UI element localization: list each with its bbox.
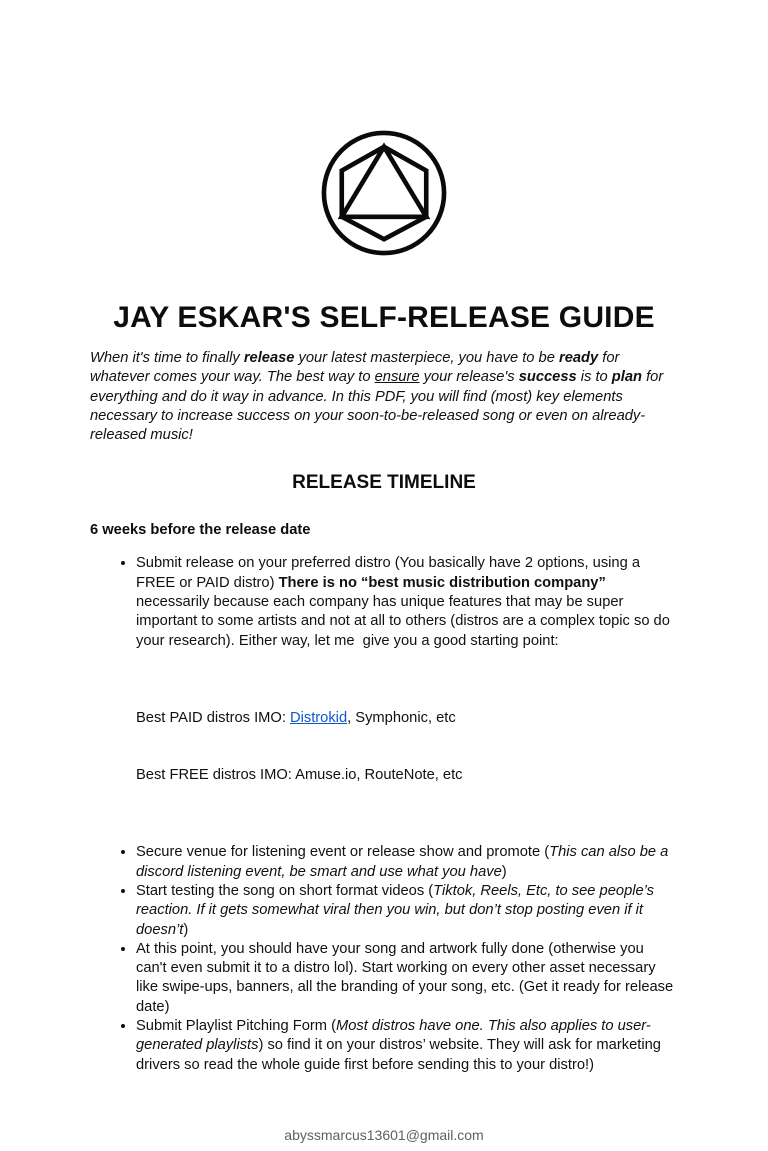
text-span: Submit release on your preferred distro (You basically have 2 options, using a FREE or PAID distro) <box>136 555 645 591</box>
text-span: Submit Playlist Pitching Form ( <box>136 1018 336 1035</box>
distro-line-paid <box>136 709 678 728</box>
text-span: ready <box>558 350 599 366</box>
distro-line-free <box>136 766 678 785</box>
text-span: At this point, you should have your song and artwork fully done (otherwise you can't even submit it to a distro lol). Start working on every other asset necessary like swipe-ups, banners, all the branding of your song, etc. (Get it ready for release date) <box>136 940 678 1015</box>
distro-recommendations <box>136 670 678 824</box>
text-span: necessarily because each company has unique features that may be super important to some artists and not at all to others (distros are a complex topic so do your research). Either way, let me give you a good starting point: <box>136 574 674 649</box>
section-heading-release-timeline: RELEASE TIMELINE <box>292 472 476 494</box>
text-span: your latest masterpiece, you have to be <box>294 350 559 366</box>
document-body <box>0 349 768 1075</box>
text-span: Secure venue for listening event or release show and promote ( <box>136 844 550 861</box>
text-span: for whatever comes your way. The best way to <box>90 350 624 386</box>
text-span: There is no “best music distribution company” <box>278 574 606 591</box>
subheading-6-weeks: 6 weeks before the release date <box>90 522 311 539</box>
text-span: plan <box>611 369 642 386</box>
text-span: for everything and do it way in advance. In this PDF, you will find (most) key elements necessary to increase success on your soon-to-be-released song or even on already-released music! <box>90 369 668 444</box>
text-span: Tiktok, Reels, Etc, to see people’s reaction. If it gets somewhat viral then you win, but don’t stop posting even if it doesn’t <box>136 882 659 938</box>
bullet-list-top <box>90 554 678 650</box>
document-title: JAY ESKAR'S SELF-RELEASE GUIDE <box>113 301 655 334</box>
text-span: ) <box>501 863 507 880</box>
footer-email: abyssmarcus13601@gmail.com <box>284 1127 484 1143</box>
bullet-item-submit-release <box>136 554 678 650</box>
text-span: , Symphonic, etc <box>347 709 456 726</box>
text-span: your release's <box>419 369 519 386</box>
bullet-item-secure-venue <box>136 843 678 882</box>
text-span: ) so find it on your distros’ website. They will ask for marketing drivers so read the whole guide first before sending this to your distro!) <box>136 1037 666 1073</box>
text-span: Best PAID distros IMO: <box>136 709 290 726</box>
text-span: success <box>518 369 577 386</box>
intro-paragraph <box>90 349 678 445</box>
text-span: Most distros have one. This also applies to user-generated playlists <box>136 1018 651 1054</box>
bullet-item-song-artwork-done <box>136 940 678 1017</box>
bullet-list-bottom <box>90 843 678 1075</box>
text-span: When it's time to finally <box>90 350 244 366</box>
bullet-item-playlist-pitching <box>136 1017 678 1075</box>
document-page <box>0 127 768 1151</box>
text-span: This can also be a discord listening event, be smart and use what you have <box>136 844 673 880</box>
text-span: release <box>243 350 295 366</box>
logo <box>318 127 450 259</box>
text-span: is to <box>576 369 612 386</box>
hexagon-triangle-logo <box>318 127 450 259</box>
text-span: ensure <box>374 369 420 386</box>
text-span: Start testing the song on short format videos ( <box>136 882 434 899</box>
text-span: ) <box>183 921 189 938</box>
text-span: Best FREE distros IMO: Amuse.io, RouteNote, etc <box>136 767 463 784</box>
bullet-item-short-format-videos <box>136 882 678 940</box>
distrokid-link[interactable]: Distrokid <box>289 709 348 726</box>
